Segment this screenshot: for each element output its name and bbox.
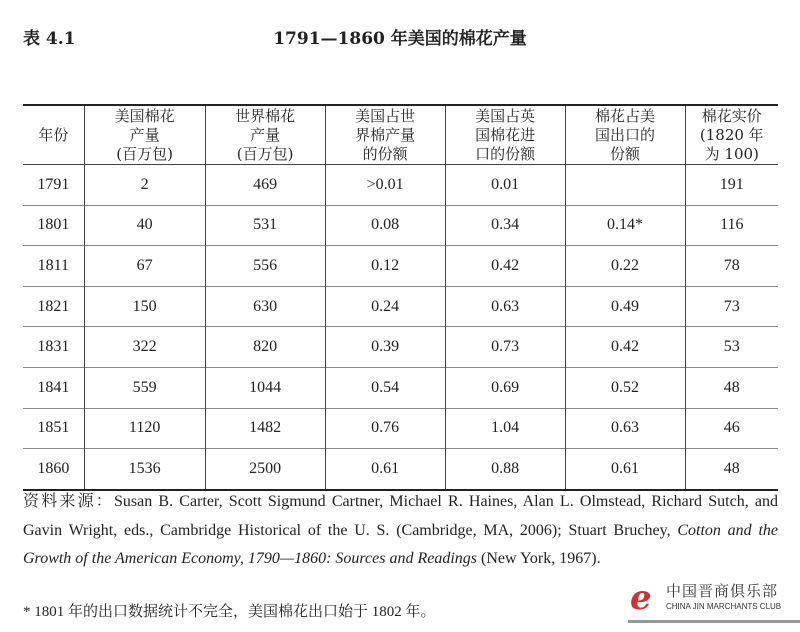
table-row: [23, 246, 778, 287]
column-header-line: 世界棉花: [235, 106, 296, 125]
logo-icon: e: [630, 578, 652, 618]
table-cell: 1831: [23, 327, 84, 368]
column-header-line: 棉花占美: [595, 106, 656, 125]
column-header-line: 国出口的: [595, 125, 656, 144]
table-cell: 322: [84, 327, 205, 368]
table-cell: 1821: [23, 286, 84, 327]
column-header-line: (1820 年: [699, 125, 764, 144]
table-cell: 0.01: [445, 165, 565, 206]
table-cell: 0.08: [325, 205, 445, 246]
watermark-logo: [628, 580, 800, 623]
column-header-line: 为 100): [704, 144, 759, 163]
column-header: [565, 105, 685, 165]
table-cell: 46: [685, 408, 778, 449]
watermark-cn: 中国晋商俱乐部: [666, 582, 779, 600]
table-cell: 1044: [205, 367, 325, 408]
table-cell: 0.69: [445, 367, 565, 408]
table-cell: 0.52: [565, 367, 685, 408]
table-cell: 0.42: [565, 327, 685, 368]
source-text-end: (New York, 1967).: [477, 550, 601, 567]
column-header-line: 美国棉花: [114, 106, 175, 125]
table-cell: 0.76: [325, 408, 445, 449]
table-cell: 1482: [205, 408, 325, 449]
cotton-production-table: [23, 104, 778, 491]
table-cell: 0.63: [445, 286, 565, 327]
table-cell: 1791: [37, 175, 70, 193]
column-header-line: 口的份额: [475, 144, 536, 163]
table-row: [23, 449, 778, 490]
table-cell: 1120: [84, 408, 205, 449]
table-cell: 2: [84, 165, 205, 206]
table-cell: 150: [84, 286, 205, 327]
table-cell: 0.61: [565, 449, 685, 490]
table-cell: 531: [205, 205, 325, 246]
table-cell: 40: [84, 205, 205, 246]
table-cell: 1841: [23, 367, 84, 408]
table-cell: 0.22: [565, 246, 685, 287]
column-header-line: (百万包): [236, 144, 294, 163]
table-cell: 73: [685, 286, 778, 327]
column-header-line: 产量: [129, 125, 160, 144]
table-cell: 1851: [23, 408, 84, 449]
table-cell: >0.01: [325, 165, 445, 206]
table-cell: 116: [685, 205, 778, 246]
table-cell: 559: [84, 367, 205, 408]
table-cell: 0.42: [445, 246, 565, 287]
table-row: [23, 205, 778, 246]
table-cell: 0.54: [325, 367, 445, 408]
column-header: [23, 105, 84, 165]
table-cell: 48: [685, 449, 778, 490]
table-cell: 0.88: [445, 449, 565, 490]
source-lead: 资料来源：: [23, 493, 114, 510]
column-header-line: 棉花实价: [701, 106, 762, 125]
table-cell: 1801: [23, 205, 84, 246]
table-cell: 469: [205, 165, 325, 206]
column-header: [205, 105, 325, 165]
column-header-line: 界棉产量: [355, 125, 416, 144]
column-header: [685, 105, 778, 165]
column-header-line: 美国占英: [475, 106, 536, 125]
table-cell: 0.39: [325, 327, 445, 368]
table-cell: 191: [685, 165, 778, 206]
table-cell: 0.24: [325, 286, 445, 327]
table-row: [23, 286, 778, 327]
table-cell: 556: [205, 246, 325, 287]
column-header: [325, 105, 445, 165]
footnote: * 1801 年的出口数据统计不完全，美国棉花出口始于 1802 年。: [23, 604, 436, 620]
source-text: Susan B. Carter, Scott Sigmund Cartner, Michael R. Haines, Alan L. Olmstead, Richard Sutch, and Gavin Wright, eds., Cambridge Historical of the U. S. (Cambridge, MA, 2006); Stuart Bruchey,: [23, 493, 778, 539]
column-header-line: 份额: [610, 144, 641, 163]
column-header-line: (百万包): [116, 144, 173, 163]
table-cell: 0.73: [445, 327, 565, 368]
column-header-line: 的份额: [362, 144, 408, 163]
column-header-line: 年份: [38, 125, 69, 144]
table-cell: 1.04: [445, 408, 565, 449]
table-cell: 0.49: [565, 286, 685, 327]
table-cell: 0.34: [445, 205, 565, 246]
table-cell: 48: [685, 367, 778, 408]
table-row: [23, 367, 778, 408]
table-row: [23, 165, 778, 206]
table-cell: 1860: [23, 449, 84, 490]
table-cell: 2500: [205, 449, 325, 490]
table-cell: 0.12: [325, 246, 445, 287]
table-cell: 67: [84, 246, 205, 287]
table-cell: 78: [685, 246, 778, 287]
table-cell: 820: [205, 327, 325, 368]
table-cell: 630: [205, 286, 325, 327]
table-cell: 1536: [84, 449, 205, 490]
column-header-line: 产量: [250, 125, 281, 144]
table-title: 1791—1860 年美国的棉花产量: [273, 29, 527, 49]
column-header: [84, 105, 205, 165]
watermark-en: CHINA JIN MARCHANTS CLUB: [666, 602, 782, 611]
table-cell: 53: [685, 327, 778, 368]
column-header-line: 美国占世: [355, 106, 416, 125]
table-cell: 0.14*: [565, 205, 685, 246]
table-row: [23, 327, 778, 368]
table-label: 表 4.1: [23, 29, 76, 49]
table-cell: 1811: [23, 246, 84, 287]
table-cell: [565, 165, 685, 206]
column-header-line: 国棉花进: [475, 125, 536, 144]
source-note: [23, 488, 778, 574]
table-row: [23, 408, 778, 449]
column-header: [445, 105, 565, 165]
table-cell: 0.61: [325, 449, 445, 490]
source-book-title: Cotton and the Growth of the American Economy, 1790—1860: Sources and Readings: [23, 521, 778, 567]
table-cell: 0.63: [565, 408, 685, 449]
